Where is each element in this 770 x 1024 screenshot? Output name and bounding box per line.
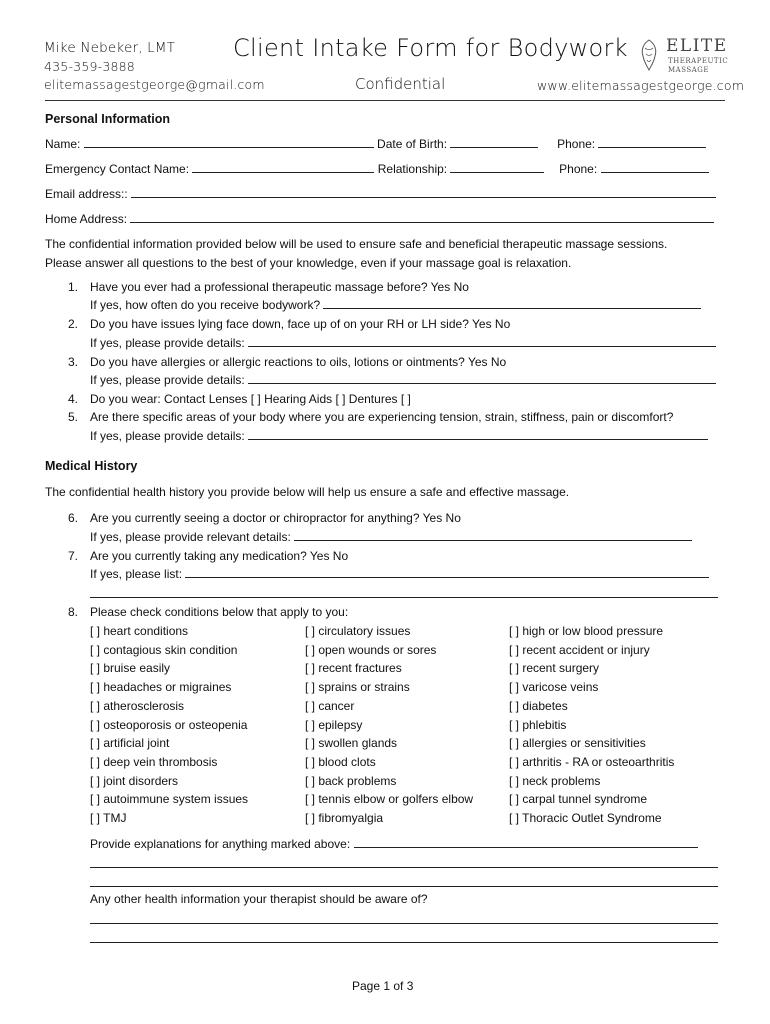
question-6-followup: If yes, please provide relevant details: bbox=[90, 530, 692, 544]
condition-checkbox[interactable]: [ ] headaches or migraines bbox=[90, 680, 232, 695]
address-field[interactable] bbox=[130, 212, 714, 223]
number-5: 5. bbox=[67, 410, 78, 424]
page-number: Page 1 of 3 bbox=[352, 979, 414, 993]
address-row bbox=[45, 212, 714, 226]
question-8: Please check conditions below that apply to you: bbox=[90, 605, 349, 619]
phone2-label: Phone: bbox=[559, 162, 598, 176]
condition-checkbox[interactable]: [ ] autoimmune system issues bbox=[90, 792, 249, 807]
condition-checkbox[interactable]: [ ] contagious skin condition bbox=[90, 642, 238, 657]
condition-checkbox[interactable]: [ ] deep vein thrombosis bbox=[90, 754, 218, 769]
q6-field[interactable] bbox=[294, 530, 692, 541]
q2-field[interactable] bbox=[248, 336, 716, 347]
number-8: 8. bbox=[67, 605, 78, 619]
medical-intro: The confidential health history you provide below will help us ensure a safe and effective massage. bbox=[45, 485, 570, 499]
question-1: Have you ever had a professional therapeutic massage before? Yes No bbox=[90, 280, 469, 294]
logo-line2: MASSAGE bbox=[668, 66, 709, 74]
explanations-label: Provide explanations for anything marked above: bbox=[90, 837, 351, 851]
condition-checkbox[interactable]: [ ] heart conditions bbox=[90, 624, 189, 638]
intro-line-1: The confidential information provided below will be used to ensure safe and beneficial therapeutic massage sessions. bbox=[45, 237, 668, 251]
number-6: 6. bbox=[67, 511, 78, 525]
condition-checkbox[interactable]: [ ] osteoporosis or osteopenia bbox=[90, 717, 248, 732]
condition-checkbox[interactable]: [ ] open wounds or sores bbox=[305, 642, 437, 657]
condition-checkbox[interactable]: [ ] sprains or strains bbox=[305, 680, 410, 695]
condition-checkbox[interactable]: [ ] high or low blood pressure bbox=[509, 624, 664, 638]
explanations-row bbox=[90, 837, 698, 851]
condition-checkbox[interactable]: [ ] carpal tunnel syndrome bbox=[509, 792, 648, 807]
question-4: Do you wear: Contact Lenses [ ] Hearing Aids [ ] Dentures [ ] bbox=[90, 392, 411, 406]
header-divider bbox=[45, 100, 725, 101]
hands-logo-icon bbox=[638, 38, 660, 72]
question-7-followup: If yes, please list: bbox=[90, 567, 709, 581]
condition-checkbox[interactable]: [ ] atherosclerosis bbox=[90, 698, 185, 713]
other-info-label: Any other health information your therapist should be aware of? bbox=[90, 892, 428, 906]
condition-checkbox[interactable]: [ ] neck problems bbox=[509, 773, 601, 788]
q5-field[interactable] bbox=[248, 429, 708, 440]
dob-label: Date of Birth: bbox=[377, 137, 448, 151]
therapist-name: Mike Nebeker, LMT bbox=[44, 40, 176, 56]
therapist-phone: 435-359-3888 bbox=[44, 59, 135, 74]
number-3: 3. bbox=[67, 355, 78, 369]
number-1: 1. bbox=[67, 280, 78, 294]
condition-checkbox[interactable]: [ ] tennis elbow or golfers elbow bbox=[305, 792, 474, 807]
explanations-line-2[interactable] bbox=[90, 867, 718, 868]
condition-checkbox[interactable]: [ ] TMJ bbox=[90, 811, 127, 825]
personal-heading: Personal Information bbox=[45, 112, 171, 126]
condition-checkbox[interactable]: [ ] bruise easily bbox=[90, 661, 171, 676]
question-1-followup: If yes, how often do you receive bodywork? bbox=[90, 298, 701, 312]
condition-checkbox[interactable]: [ ] phlebitis bbox=[509, 717, 567, 732]
emergency-field[interactable] bbox=[192, 162, 374, 173]
condition-checkbox[interactable]: [ ] arthritis - RA or osteoarthritis bbox=[509, 754, 675, 769]
medical-heading: Medical History bbox=[45, 459, 138, 473]
condition-checkbox[interactable]: [ ] cancer bbox=[305, 698, 355, 713]
other-info-line-1[interactable] bbox=[90, 923, 718, 924]
condition-checkbox[interactable]: [ ] artificial joint bbox=[90, 736, 170, 751]
relationship-label: Relationship: bbox=[377, 162, 448, 176]
question-3-followup: If yes, please provide details: bbox=[90, 373, 716, 387]
condition-checkbox[interactable]: [ ] joint disorders bbox=[90, 773, 179, 788]
logo-line1: THERAPEUTIC bbox=[668, 57, 729, 65]
name-field[interactable] bbox=[84, 137, 374, 148]
dob-field[interactable] bbox=[450, 137, 538, 148]
q1-field[interactable] bbox=[323, 298, 701, 309]
phone-field[interactable] bbox=[598, 137, 706, 148]
name-row bbox=[45, 137, 706, 151]
email-row bbox=[45, 187, 716, 201]
number-4: 4. bbox=[67, 392, 78, 406]
condition-checkbox[interactable]: [ ] Thoracic Outlet Syndrome bbox=[509, 811, 662, 825]
q3-field[interactable] bbox=[248, 373, 716, 384]
q7-extra-line[interactable] bbox=[90, 597, 718, 598]
condition-checkbox[interactable]: [ ] circulatory issues bbox=[305, 624, 411, 638]
condition-checkbox[interactable]: [ ] recent surgery bbox=[509, 661, 600, 676]
question-5: Are there specific areas of your body where you are experiencing tension, strain, stiffness, pain or discomfort? bbox=[90, 410, 674, 424]
condition-checkbox[interactable]: [ ] varicose veins bbox=[509, 680, 599, 695]
phone2-field[interactable] bbox=[601, 162, 709, 173]
website: www.elitemassagestgeorge.com bbox=[537, 78, 745, 93]
question-7: Are you currently taking any medication? Yes No bbox=[90, 549, 349, 563]
question-6: Are you currently seeing a doctor or chiropractor for anything? Yes No bbox=[90, 511, 461, 525]
condition-checkbox[interactable]: [ ] allergies or sensitivities bbox=[509, 736, 646, 751]
relationship-field[interactable] bbox=[450, 162, 544, 173]
condition-checkbox[interactable]: [ ] epilepsy bbox=[305, 717, 363, 732]
condition-checkbox[interactable]: [ ] swollen glands bbox=[305, 736, 398, 751]
condition-checkbox[interactable]: [ ] recent fractures bbox=[305, 661, 402, 676]
email-label: Email address:: bbox=[45, 187, 128, 201]
question-3: Do you have allergies or allergic reactions to oils, lotions or ointments? Yes No bbox=[90, 355, 507, 369]
condition-checkbox[interactable]: [ ] diabetes bbox=[509, 698, 568, 713]
elite-massage-logo bbox=[638, 36, 728, 78]
form-subtitle: Confidential bbox=[355, 75, 446, 93]
question-5-followup: If yes, please provide details: bbox=[90, 429, 708, 443]
condition-checkbox[interactable]: [ ] fibromyalgia bbox=[305, 811, 384, 825]
therapist-email: elitemassagestgeorge@gmail.com bbox=[44, 77, 265, 92]
name-label: Name: bbox=[45, 137, 81, 151]
form-title: Client Intake Form for Bodywork bbox=[233, 34, 628, 62]
explanations-field[interactable] bbox=[354, 837, 698, 848]
email-field[interactable] bbox=[131, 187, 716, 198]
question-2: Do you have issues lying face down, face up of on your RH or LH side? Yes No bbox=[90, 317, 511, 331]
q7-field[interactable] bbox=[185, 567, 709, 578]
phone-label: Phone: bbox=[557, 137, 596, 151]
emergency-row bbox=[45, 162, 709, 176]
emergency-label: Emergency Contact Name: bbox=[45, 162, 190, 176]
number-2: 2. bbox=[67, 317, 78, 331]
explanations-line-3[interactable] bbox=[90, 886, 718, 887]
intro-line-2: Please answer all questions to the best of your knowledge, even if your massage goal is relaxation. bbox=[45, 256, 572, 270]
logo-name: ELITE bbox=[666, 36, 728, 56]
condition-checkbox[interactable]: [ ] recent accident or injury bbox=[509, 642, 650, 657]
condition-checkbox[interactable]: [ ] back problems bbox=[305, 773, 397, 788]
question-2-followup: If yes, please provide details: bbox=[90, 336, 716, 350]
condition-checkbox[interactable]: [ ] blood clots bbox=[305, 754, 376, 769]
other-info-line-2[interactable] bbox=[90, 942, 718, 943]
number-7: 7. bbox=[67, 549, 78, 563]
address-label: Home Address: bbox=[45, 212, 128, 226]
